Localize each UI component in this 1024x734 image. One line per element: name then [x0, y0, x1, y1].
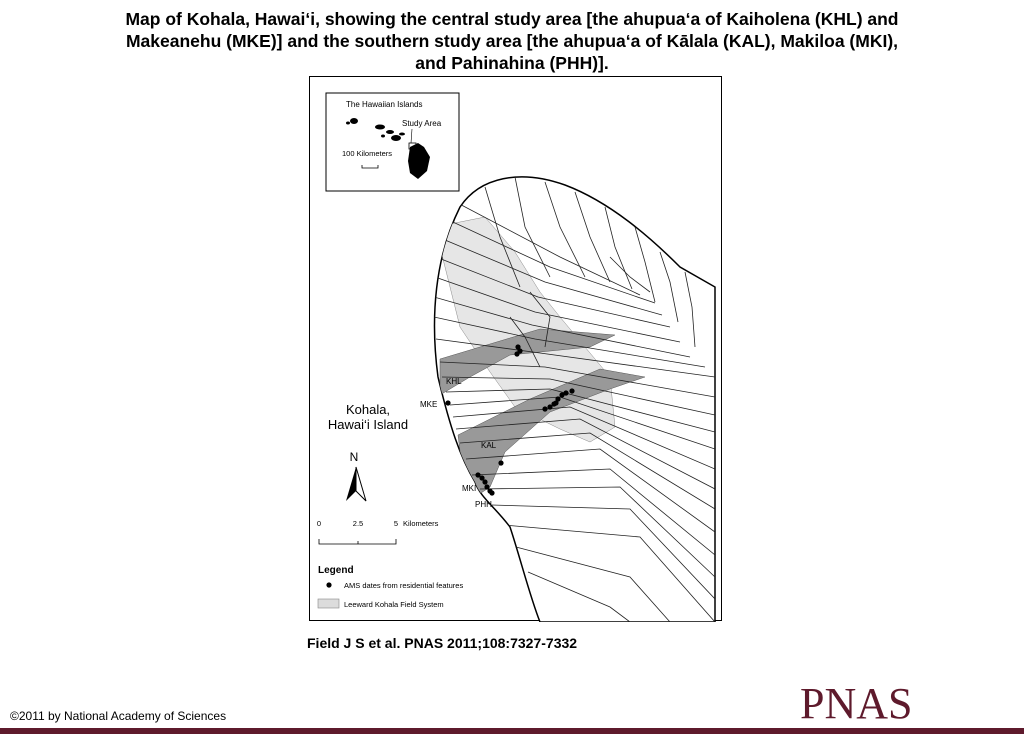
kohala-peninsula	[434, 177, 715, 622]
citation: Field J S et al. PNAS 2011;108:7327-7332	[307, 635, 578, 651]
scale-unit: Kilometers	[403, 519, 439, 528]
map-region-label-line2: Hawai‘i Island	[327, 417, 409, 432]
kohala-map	[310, 77, 723, 622]
map-region-label-line1: Kohala,	[345, 402, 391, 417]
inset-map	[326, 93, 459, 191]
footer-bar	[0, 728, 1024, 734]
legend-dot-symbol	[326, 582, 331, 587]
inset-scale-label: 100 Kilometers	[342, 149, 393, 158]
north-arrow	[346, 450, 366, 501]
label-mke: MKE	[420, 400, 438, 409]
title-line-3: and Pahinahina (PHH)].	[415, 53, 609, 73]
title-line-2: Makeanehu (MKE)] and the southern study area [the ahupua‘a of Kālala (KAL), Makiloa (MKI),	[125, 31, 899, 51]
scale-bar	[317, 519, 439, 544]
scale-tick-0: 0	[316, 519, 322, 528]
legend-title: Legend	[318, 565, 354, 576]
scale-tick-2-5: 2.5	[352, 519, 364, 528]
title-line-1: Map of Kohala, Hawai‘i, showing the central study area [the ahupua‘a of Kaiholena (KHL) and	[125, 9, 899, 29]
scale-tick-5: 5	[393, 519, 399, 528]
label-khl: KHL	[446, 377, 462, 386]
north-arrow-label: N	[349, 450, 359, 464]
legend-item-field-system: Leeward Kohala Field System	[344, 600, 444, 609]
slide-title	[30, 8, 994, 74]
label-phh: PHH	[475, 500, 492, 509]
copyright: ©2011 by National Academy of Sciences	[10, 709, 227, 723]
map-figure	[309, 76, 722, 621]
pnas-logo: PNAS	[800, 679, 913, 728]
legend	[318, 565, 463, 609]
inset-heading: The Hawaiian Islands	[346, 100, 423, 109]
label-mki: MKI	[462, 484, 477, 493]
legend-field-system-swatch	[318, 599, 339, 608]
legend-item-ams: AMS dates from residential features	[344, 581, 464, 590]
label-kal: KAL	[481, 441, 497, 450]
inset-study-area-label: Study Area	[402, 119, 442, 128]
